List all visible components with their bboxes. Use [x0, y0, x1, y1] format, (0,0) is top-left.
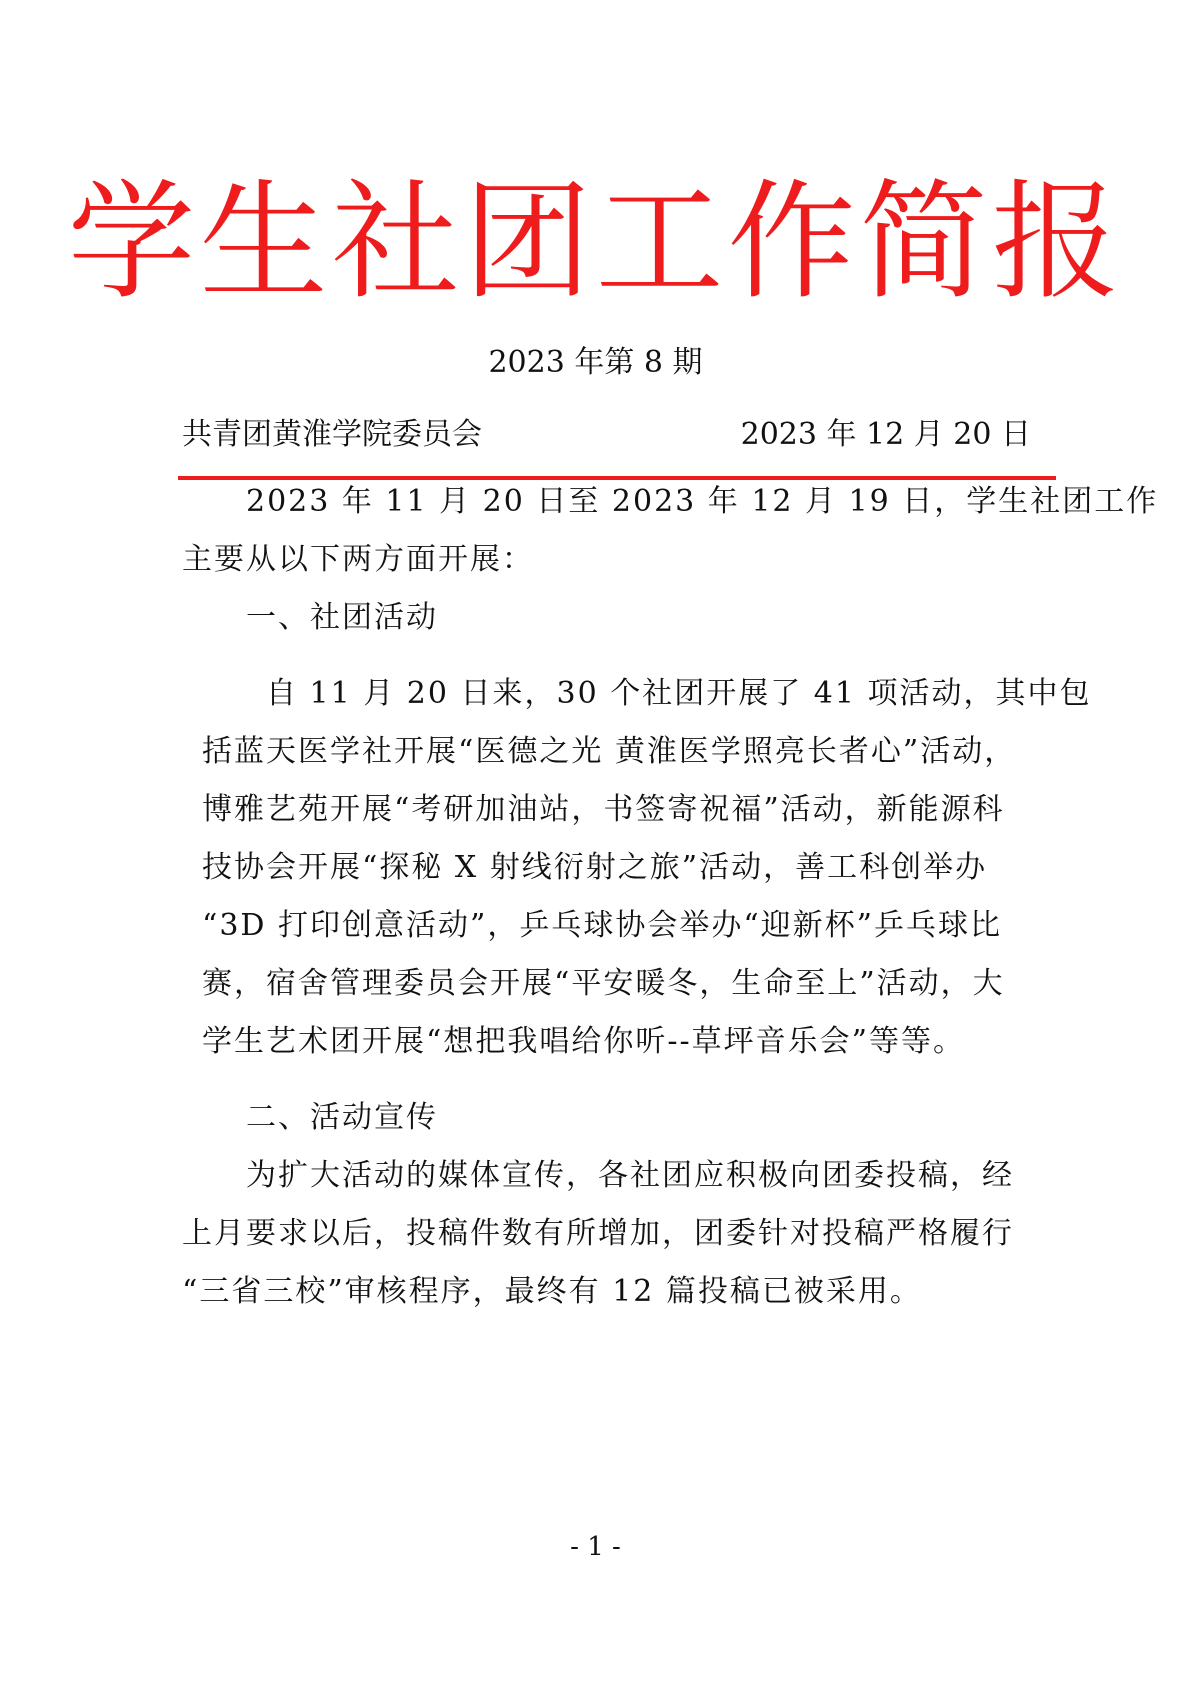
section1-line: 博雅艺苑开展“考研加油站，书签寄祝福”活动，新能源科 — [202, 792, 1005, 827]
intro-line-1: 2023 年 11 月 20 日至 2023 年 12 月 19 日，学生社团工作 — [246, 484, 1159, 519]
section1-heading: 一、社团活动 — [246, 600, 438, 635]
section2-line: 为扩大活动的媒体宣传，各社团应积极向团委投稿，经 — [246, 1158, 1014, 1193]
page-number: - 1 - — [570, 1532, 621, 1562]
section1-line: 括蓝天医学社开展“医德之光 黄淮医学照亮长者心”活动， — [202, 734, 1017, 769]
section2-line: 上月要求以后，投稿件数有所增加，团委针对投稿严格履行 — [182, 1216, 1014, 1251]
section1-line: 技协会开展“探秘 X 射线衍射之旅”活动，善工科创举办 — [202, 850, 988, 885]
section2-heading: 二、活动宣传 — [246, 1100, 438, 1135]
issue-number: 2023 年第 8 期 — [488, 345, 703, 380]
masthead-title: 学生社团工作简报 — [67, 168, 1124, 317]
intro-line-2: 主要从以下两方面开展： — [182, 542, 534, 577]
issue-date: 2023 年 12 月 20 日 — [740, 417, 1031, 452]
section2-line: “三省三校”审核程序，最终有 12 篇投稿已被采用。 — [182, 1274, 922, 1309]
issuing-organization: 共青团黄淮学院委员会 — [182, 417, 482, 452]
section1-line: 赛，宿舍管理委员会开展“平安暖冬，生命至上”活动，大 — [202, 966, 1005, 1001]
header-divider — [178, 476, 1056, 480]
section1-line: 学生艺术团开展“想把我唱给你听--草坪音乐会”等等。 — [202, 1024, 965, 1059]
section1-line: “3D 打印创意活动”，乒乓球协会举办“迎新杯”乒乓球比 — [202, 908, 1003, 943]
section1-line: 自 11 月 20 日来，30 个社团开展了 41 项活动，其中包 — [266, 676, 1092, 711]
